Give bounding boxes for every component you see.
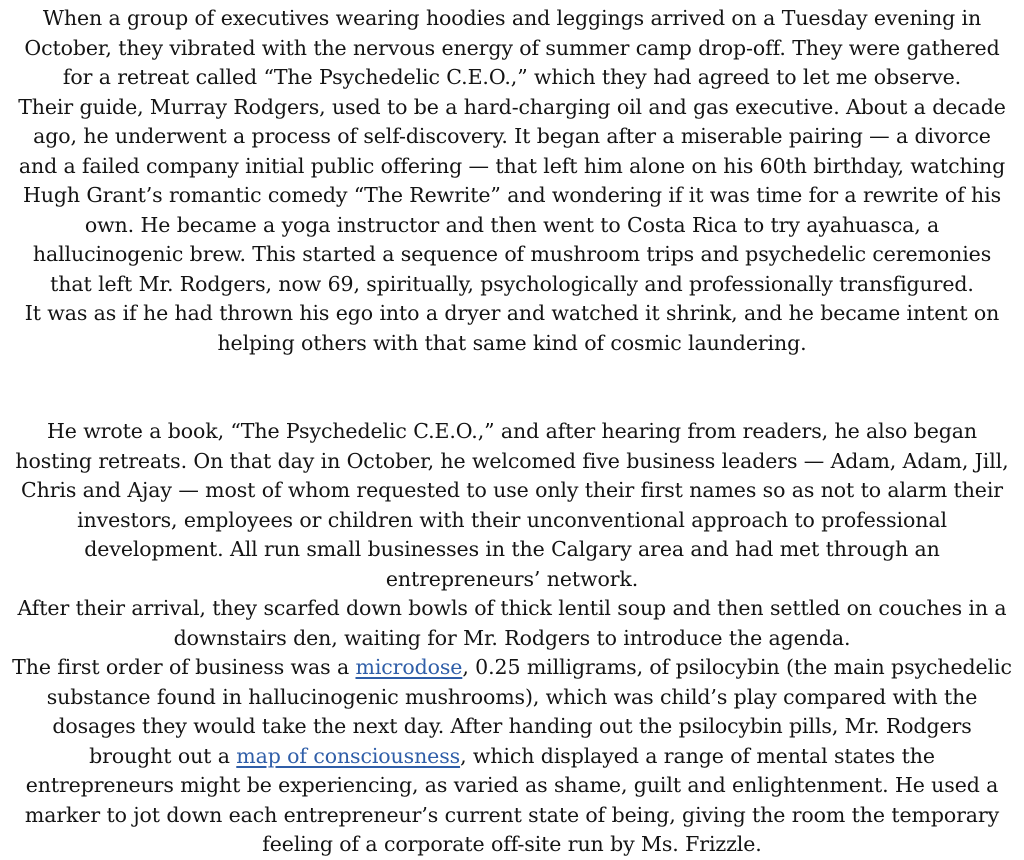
- paragraph-arrival: When a group of executives wearing hoodies and leggings arrived on a Tuesday evening in October, they vibrated with the nervous energy of summer camp drop-off. They were gathered for a retreat called “The Psychedelic C.E.O.,” which they had agreed to let me observe.: [24, 6, 1000, 89]
- paragraph-guide: Their guide, Murray Rodgers, used to be a hard-charging oil and gas executive. About a decade ago, he underwent a process of self-discovery. It began after a miserable pairing — a divorce and a failed company initial public offering — that left him alone on his 60th birthday, watching Hugh Grant’s romantic comedy “The Rewrite” and wondering if it was time for a rewrite of his own. He became a yoga instructor and then went to Costa Rica to try ayahuasca, a hallucinogenic brew. This started a sequence of mushroom trips and psychedelic ceremonies that left Mr. Rodgers, now 69, spiritually, psychologically and professionally transfigured.: [18, 94, 1006, 296]
- microdose-text-middle: , 0.25 milligrams, of psilocybin (the main psychedelic substance found in hallucinogenic mushrooms), which was child’s play compared with the dosages they would take the next day. After handing out the psilocybin pills, Mr. Rodgers brought out a: [46, 655, 1012, 768]
- map-of-consciousness-link[interactable]: map of consciousness: [236, 743, 461, 768]
- paragraph-microdose: [12, 653, 1012, 860]
- microdose-text-after: , which displayed a range of mental states the entrepreneurs might be experiencing, as varied as shame, guilt and enlightenment. He used a marker to jot down each entrepreneur’s current state of being, giving the room the temporary feeling of a corporate off-site run by Ms. Frizzle.: [24, 743, 1000, 856]
- section-spacer: [12, 358, 1012, 417]
- paragraph-ego: It was as if he had thrown his ego into a dryer and watched it shrink, and he became intent on helping others with that same kind of cosmic laundering.: [24, 301, 1000, 355]
- microdose-text-before: The first order of business was a: [12, 655, 356, 679]
- paragraph-book: He wrote a book, “The Psychedelic C.E.O.,” and after hearing from readers, he also began hosting retreats. On that day in October, he welcomed five business leaders — Adam, Adam, Jill, Chris and Ajay — most of whom requested to use only their first names so as not to alarm their investors, employees or children with their unconventional approach to professional development. All run small businesses in the Calgary area and had met through an entrepreneurs’ network.: [15, 419, 1009, 591]
- microdose-link[interactable]: microdose: [355, 655, 463, 679]
- paragraph-soup: After their arrival, they scarfed down bowls of thick lentil soup and then settled on couches in a downstairs den, waiting for Mr. Rodgers to introduce the agenda.: [17, 596, 1007, 650]
- article-body: [12, 0, 1012, 860]
